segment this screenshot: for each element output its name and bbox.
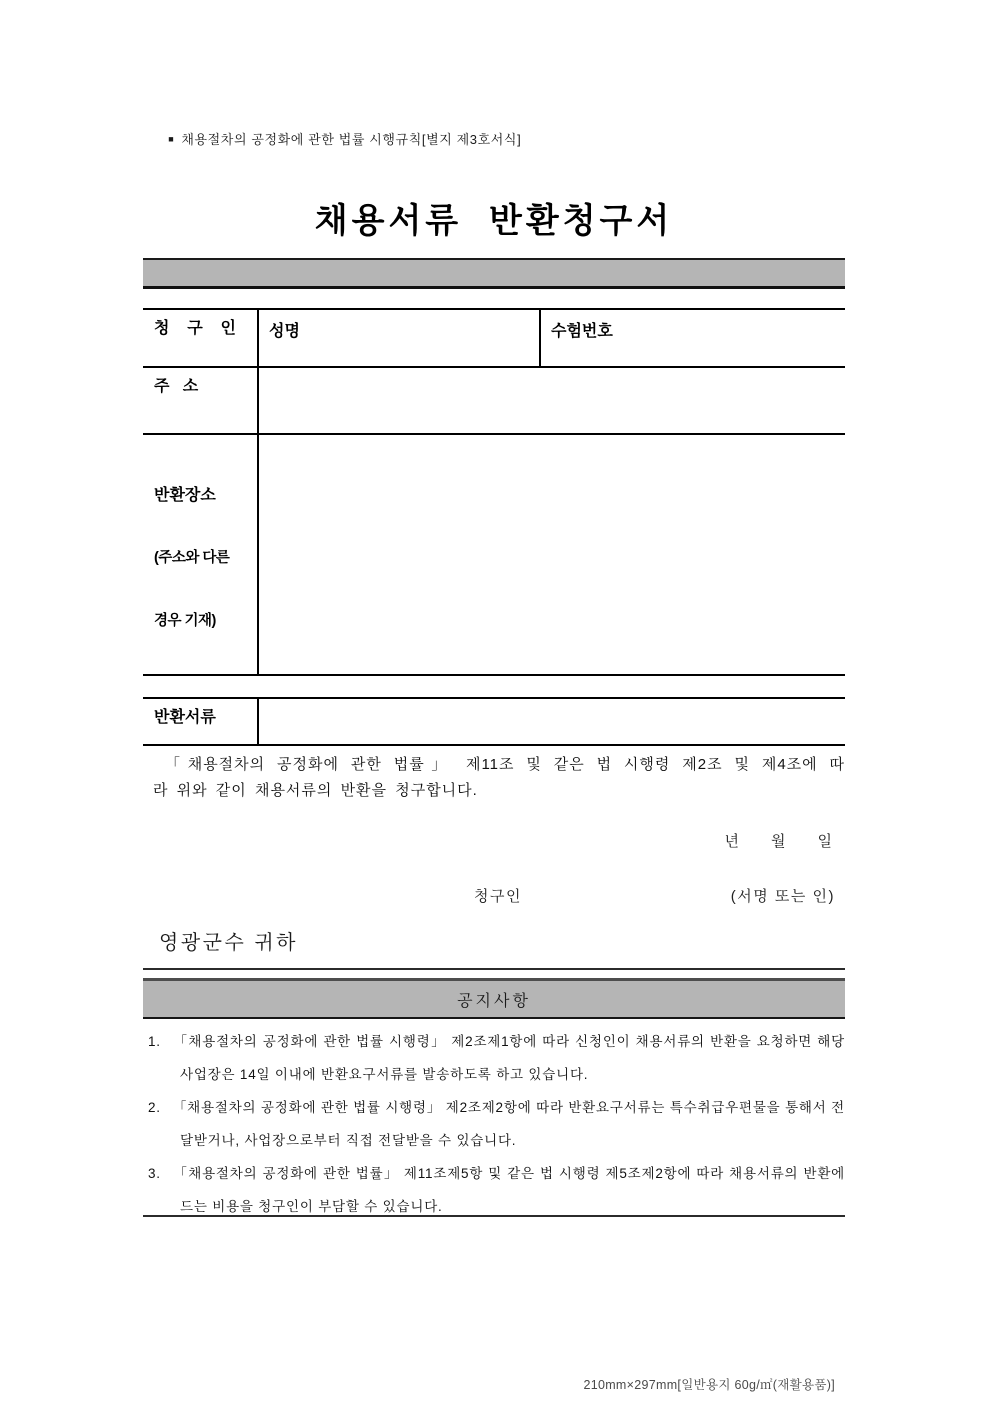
square-bullet-icon: ■ xyxy=(168,134,175,144)
table-row-return-documents xyxy=(143,698,845,745)
form-legal-reference-text: 채용절차의 공정화에 관한 법률 시행규칙[별지 제3호서식] xyxy=(181,132,522,147)
notice-item-1-line-1 xyxy=(143,1025,845,1058)
return-place-label xyxy=(143,434,258,675)
table-row-address xyxy=(143,367,845,434)
claimant-info-table xyxy=(143,308,845,676)
notice-item-2-line-2: 달받거나, 사업장으로부터 직접 전달받을 수 있습니다. xyxy=(180,1133,517,1148)
paper-spec-note: 210mm×297mm[일반용지 60g/㎡(재활용품)] xyxy=(583,1378,835,1392)
declaration-line-1: 「채용절차의 공정화에 관한 법률」 제11조 및 같은 법 시행령 제2조 및 제4조에 따 xyxy=(165,756,845,773)
notice-item-2-line-1 xyxy=(143,1091,845,1124)
form-legal-reference xyxy=(143,114,845,163)
exam-number-input-area[interactable] xyxy=(540,309,845,367)
notice-title: 공지사항 xyxy=(457,992,531,1010)
signature-row xyxy=(143,885,845,905)
signature-claimant-label: 청구인 xyxy=(474,888,522,905)
claimant-label: 청 구 인 xyxy=(143,309,258,367)
document-title: 채용서류 반환청구서 xyxy=(314,202,674,240)
notice-header-bar xyxy=(143,978,845,1019)
address-label: 주 소 xyxy=(143,367,258,434)
notice-item-2-text: 「채용절차의 공정화에 관한 법률 시행령」 제2조제2항에 따라 반환요구서류는 특수취급우편물을 통해서 전 xyxy=(172,1100,845,1115)
return-documents-label: 반환서류 xyxy=(143,698,258,745)
notice-item-1-text: 「채용절차의 공정화에 관한 법률 시행령」 제2조제1항에 따라 신청인이 채용서류의 반환을 요청하면 해당 xyxy=(172,1034,845,1049)
table-row-return-place xyxy=(143,434,845,675)
table-row-claimant xyxy=(143,309,845,367)
notice-item-1-line-2: 사업장은 14일 이내에 반환요구서류를 발송하도록 하고 있습니다. xyxy=(180,1067,589,1082)
notice-item-1-number: 1. xyxy=(148,1034,161,1049)
return-place-label-text: 반환장소 xyxy=(154,487,216,504)
return-place-input-area[interactable] xyxy=(258,434,845,675)
header-gray-bar xyxy=(143,258,845,289)
addressee-line: 영광군수 귀하 xyxy=(159,932,298,954)
notice-item-3-line-1 xyxy=(143,1157,845,1190)
return-documents-table xyxy=(143,697,845,746)
date-line[interactable]: 년 월 일 xyxy=(724,833,833,850)
notice-item-2-number: 2. xyxy=(148,1100,161,1115)
notice-item-3-line-2: 드는 비용을 청구인이 부담할 수 있습니다. xyxy=(180,1199,443,1214)
exam-number-label: 수험번호 xyxy=(551,323,613,340)
name-input-area[interactable] xyxy=(258,309,540,367)
signature-seal-note: (서명 또는 인) xyxy=(730,888,835,905)
notice-item-3-text: 「채용절차의 공정화에 관한 법률」 제11조제5항 및 같은 법 시행령 제5조제2항에 따라 채용서류의 반환에 xyxy=(172,1166,845,1181)
return-place-note-line2: 경우 기재) xyxy=(154,613,216,629)
declaration-line-2: 라 위와 같이 채용서류의 반환을 청구합니다. xyxy=(153,782,478,799)
return-place-note-line1: (주소와 다른 xyxy=(154,550,230,566)
divider-line xyxy=(143,968,845,970)
name-label: 성명 xyxy=(269,323,300,340)
address-input-area[interactable] xyxy=(258,367,845,434)
document-content xyxy=(143,0,845,1393)
notice-item-3-number: 3. xyxy=(148,1166,161,1181)
return-documents-input-area[interactable] xyxy=(258,698,845,745)
notice-list xyxy=(143,1025,845,1223)
declaration-text xyxy=(143,752,845,804)
